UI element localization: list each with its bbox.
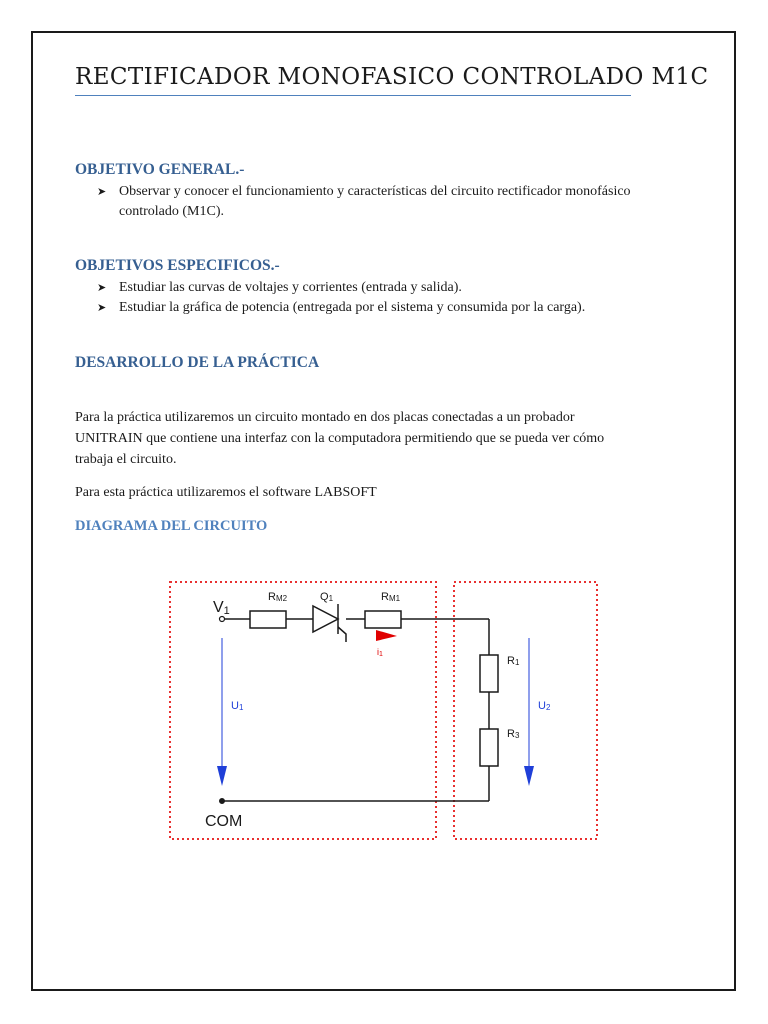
heading-diagrama: DIAGRAMA DEL CIRCUITO: [75, 518, 268, 534]
v1-label: V1: [213, 599, 230, 617]
q1-label: Q1: [320, 591, 334, 603]
heading-desarrollo: DESARROLLO DE LA PRÁCTICA: [75, 354, 320, 371]
voltage-arrow-u2: [524, 638, 534, 786]
heading-objetivo-general: OBJETIVO GENERAL.-: [75, 161, 245, 178]
software-paragraph: Para esta práctica utilizaremos el software LABSOFT: [75, 485, 377, 500]
page-title: RECTIFICADOR MONOFASICO CONTROLADO M1C: [75, 64, 631, 96]
resistor-rm1: [365, 611, 401, 628]
arrowhead-bullet-icon: ➤: [97, 302, 107, 314]
rm1-label: RM1: [381, 591, 401, 603]
r3-label: R3: [507, 728, 520, 740]
u2-label: U2: [538, 700, 551, 712]
com-terminal: [220, 799, 225, 804]
circuit-wires: [223, 619, 489, 801]
r1-label: R1: [507, 655, 520, 667]
v1-terminal: [220, 617, 225, 622]
resistor-r1: [480, 655, 498, 692]
i1-label: i1: [377, 647, 383, 658]
resistor-r3: [480, 729, 498, 766]
arrowhead-bullet-icon: ➤: [97, 186, 107, 198]
thyristor-q1-icon: [313, 604, 346, 642]
resistor-rm2: [250, 611, 286, 628]
arrowhead-bullet-icon: ➤: [97, 282, 107, 294]
u1-label: U1: [231, 700, 244, 712]
rm2-label: RM2: [268, 591, 288, 603]
list-item: ➤ Estudiar la gráfica de potencia (entregada por el sistema y consumida por la carga).: [97, 298, 687, 318]
heading-objetivos-especificos: OBJETIVOS ESPECIFICOS.-: [75, 257, 280, 274]
voltage-arrow-u1: [217, 638, 227, 786]
current-arrow-i1: [376, 630, 397, 641]
list-item: ➤ Estudiar las curvas de voltajes y corrientes (entrada y salida).: [97, 278, 687, 298]
desarrollo-paragraph: Para la práctica utilizaremos un circuito montado en dos placas conectadas a un probador UNITRAIN que contiene una interfaz con la computadora permitiendo que se pueda ver cómo trabaja el circuito.: [75, 410, 605, 467]
com-label: COM: [205, 813, 243, 830]
list-item: ➤ Observar y conocer el funcionamiento y características del circuito rectificador monofásico controlado (M1C).: [97, 184, 631, 219]
